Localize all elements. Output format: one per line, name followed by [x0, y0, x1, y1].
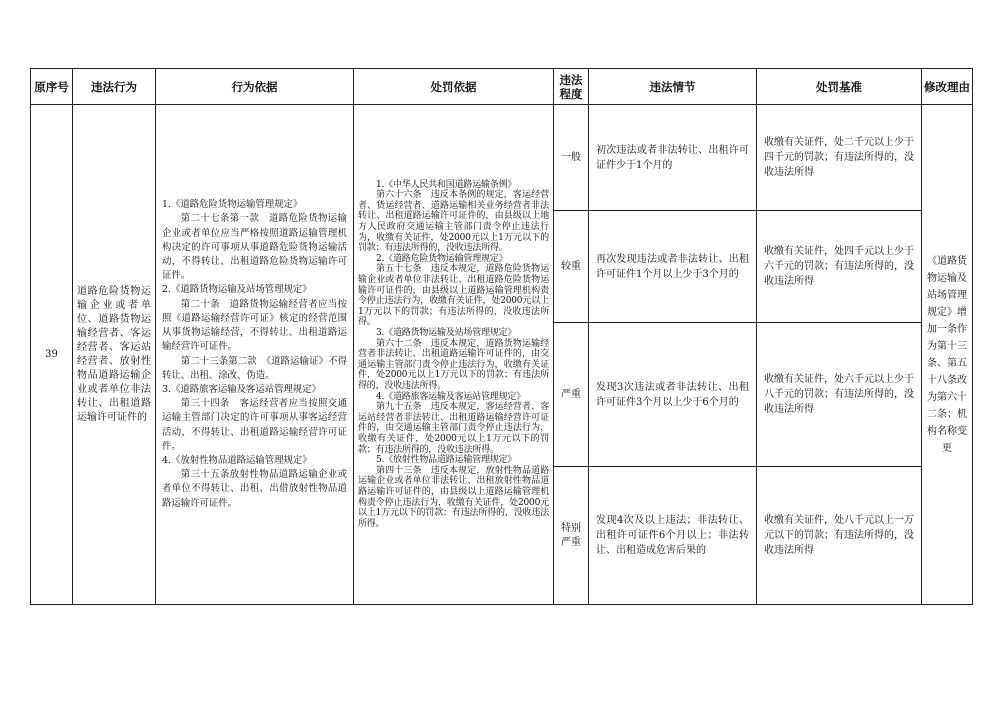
circumstance-cell: 发现3次违法或者非法转让、出租许可证件3个月以上少于6个月的 — [589, 323, 757, 467]
basis-para: 第三十五条放射性物品道路运输企业或者单位不得转让、出租、出借放射性物品道路运输许可证件。 — [162, 469, 347, 509]
degree-cell: 较重 — [554, 211, 589, 323]
penalty-para: 第九十五条 违反本规定，客运经营者、客运站经营者非法转让、出租道路运输经营许可证件的，由交通运输主管部门责令停止违法行为，收缴有关证件，处2000元以上1万元以下的罚款；有违法所得的，没收违法所得。 — [358, 402, 549, 455]
circumstance-cell: 初次违法或者非法转让、出租许可证件少于1个月的 — [589, 105, 757, 211]
basis-para: 第二十条 道路货物运输经营者应当按照《道路运输经营许可证》核定的经营范围从事货物运输经营，不得转让、出租道路运输经营许可证件。 — [162, 298, 347, 353]
header-violation: 违法行为 — [73, 69, 156, 105]
penalty-para: 1.《中华人民共和国道路运输条例》 — [376, 179, 517, 190]
seq-cell: 39 — [31, 105, 73, 605]
penalty-para: 第六十六条 违反本条例的规定，客运经营者、货运经营者、道路运输相关业务经营者非法转让、出租道路运输许可证件的，由县级以上地方人民政府交通运输主管部门责令停止违法行为，收缴有关证件，处2000元以上1万元以下的罚款；有违法所得的，没收违法所得。 — [358, 190, 549, 254]
header-degree: 违法程度 — [554, 69, 589, 105]
circumstance-cell: 再次发现违法或者非法转让、出租许可证件1个月以上少于3个月的 — [589, 211, 757, 323]
penalty-para: 3.《道路货物运输及站场管理规定》 — [376, 328, 517, 339]
standard-cell: 收缴有关证件，处八千元以上一万元以下的罚款；有违法所得的，没收违法所得 — [757, 467, 922, 605]
degree-cell: 特别严重 — [554, 467, 589, 605]
penalty-para: 5.《放射性物品道路运输管理规定》 — [376, 455, 517, 466]
table-row — [31, 105, 973, 211]
reason-cell: 《道路货物运输及站场管理规定》增加一条作为第十三条、第五十八条改为第六十二条；机构名称变更 — [922, 105, 973, 605]
penalty-para: 4.《道路旅客运输及客运站管理规定》 — [376, 391, 525, 402]
basis-para: 1.《道路危险货物运输管理规定》 — [162, 199, 303, 211]
violation-cell: 道路危险货物运输企业或者单位、道路货物运输经营者、客运经营者、客运站经营者、放射性物品道路运输企业或者单位非法转让、出租道路运输许可证件的 — [73, 105, 156, 605]
standard-cell: 收缴有关证件，处二千元以上少于四千元的罚款；有违法所得的，没收违法所得 — [757, 105, 922, 211]
penalty-basis-cell — [354, 105, 554, 605]
basis-para: 第二十三条第二款 《道路运输证》不得转让、出租、涂改、伪造。 — [162, 355, 347, 381]
penalty-para: 第四十三条 违反本规定，放射性物品道路运输企业或者单位非法转让、出租放射性物品道路运输许可证件的，由县级以上道路运输管理机构责令停止违法行为，收缴有关证件，处2000元以上1万元以下的罚款；有违法所得的，没收违法所得。 — [358, 465, 549, 529]
penalty-para: 第五十七条 违反本规定，道路危险货物运输企业或者单位非法转让、出租道路危险货物运输许可证件的，由县级以上道路运输管理机构责令停止违法行为，收缴有关证件，处2000元以上1万元以下的罚款；有违法所得的，没收违法所得。 — [358, 264, 549, 328]
penalty-standard-table — [30, 68, 973, 605]
header-standard: 处罚基准 — [757, 69, 922, 105]
basis-para: 3.《道路旅客运输及客运站管理规定》 — [162, 383, 321, 395]
penalty-para: 2.《道路危险货物运输管理规定》 — [376, 253, 508, 264]
circumstance-cell: 发现4次及以上违法；非法转让、出租许可证件6个月以上；非法转让、出租造成危害后果的 — [589, 467, 757, 605]
header-seq: 原序号 — [31, 69, 73, 105]
basis-cell — [156, 105, 354, 605]
basis-para: 第三十四条 客运经营者应当按照交通运输主管部门决定的许可事项从事客运经营活动，不得转让、出租道路运输经营许可证件。 — [162, 398, 347, 452]
header-basis: 行为依据 — [156, 69, 354, 105]
basis-para: 2.《道路货物运输及站场管理规定》 — [162, 284, 312, 296]
basis-para: 第二十七条第一款 道路危险货物运输企业或者单位应当严格按照道路运输管理机构决定的许可事项从事道路危险货物运输活动，不得转让、出租道路危险货物运输许可证件。 — [162, 213, 347, 282]
header-penalty-basis: 处罚依据 — [354, 69, 554, 105]
basis-para: 4.《放射性物品道路运输管理规定》 — [162, 454, 312, 466]
standard-cell: 收缴有关证件，处四千元以上少于六千元的罚款；有违法所得的，没收违法所得 — [757, 211, 922, 323]
header-reason: 修改理由 — [922, 69, 973, 105]
degree-cell: 一般 — [554, 105, 589, 211]
table-header-row — [31, 69, 973, 105]
degree-cell: 严重 — [554, 323, 589, 467]
header-circumstance: 违法情节 — [589, 69, 757, 105]
penalty-para: 第六十二条 违反本规定，道路货物运输经营者非法转让、出租道路运输许可证件的，由交通运输主管部门责令停止违法行为，收缴有关证件，处2000元以上1万元以下的罚款；有违法所得的，没收违法所得。 — [358, 338, 549, 391]
standard-cell: 收缴有关证件，处六千元以上少于八千元的罚款；有违法所得的，没收违法所得 — [757, 323, 922, 467]
